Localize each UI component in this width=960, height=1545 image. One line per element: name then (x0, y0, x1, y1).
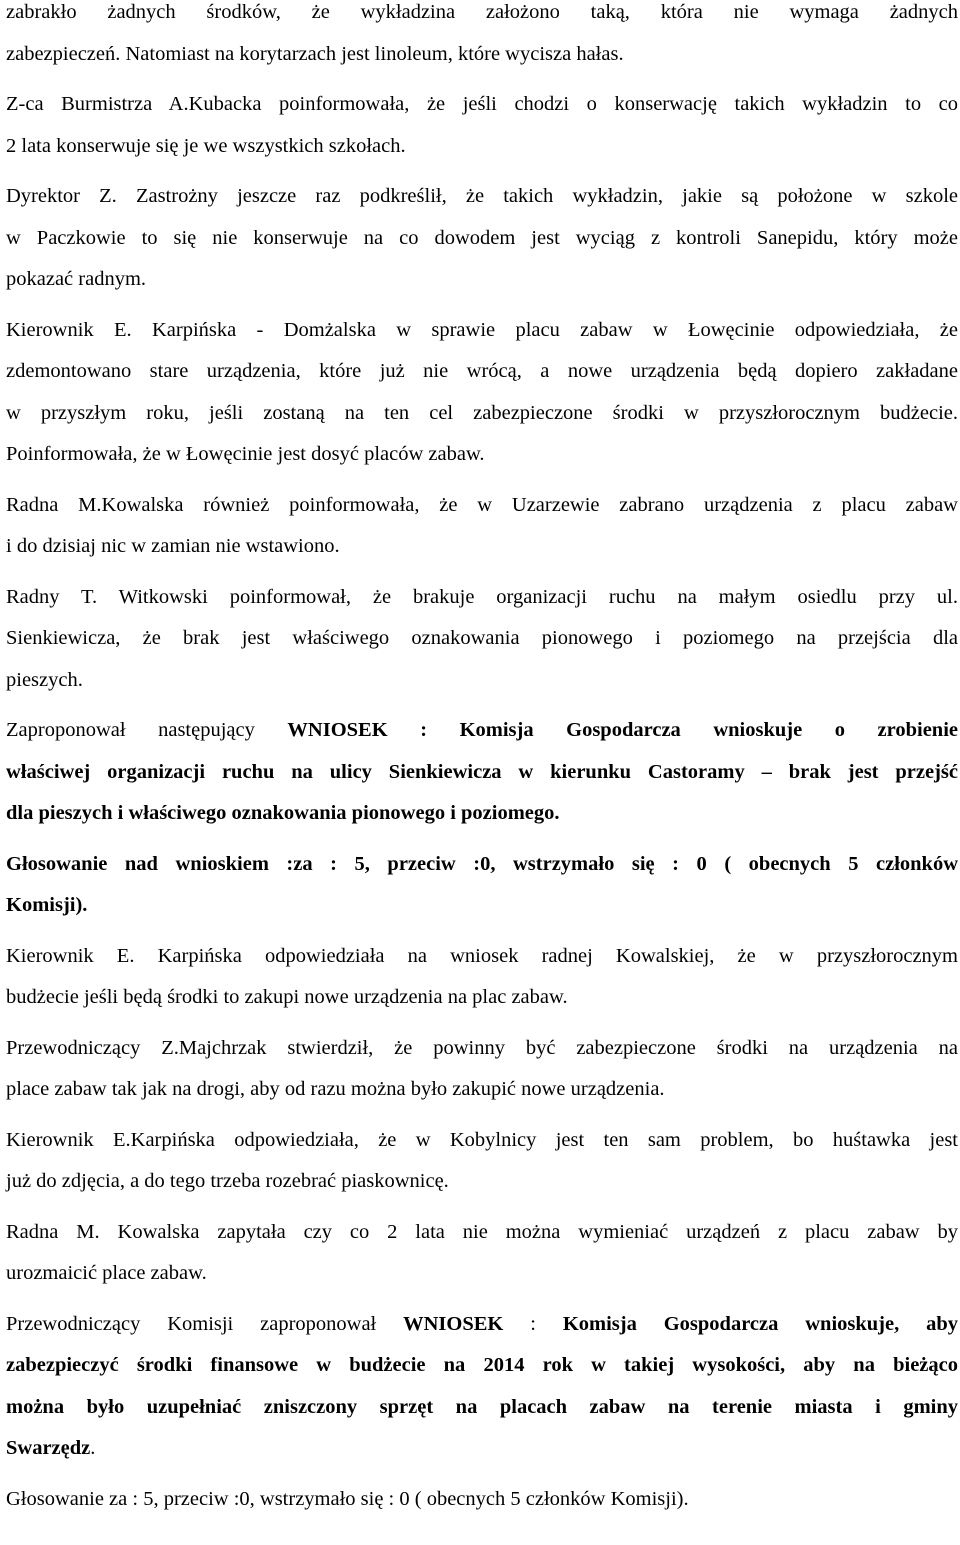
bold-text: dla pieszych i właściwego oznakowania pionowego i poziomego. (6, 802, 560, 824)
text-line (6, 1120, 958, 1162)
paragraph (6, 176, 958, 301)
text-run: Z-ca Burmistrza A.Kubacka poinformowała, że jeśli chodzi o konserwację takich wykładzin to co (6, 93, 958, 115)
paragraph (6, 84, 958, 167)
bold-text: można było uzupełniać zniszczony sprzęt na placach zabaw na terenie miasta i gminy (6, 1395, 958, 1418)
paragraph (6, 844, 958, 927)
text-run: Radna M. Kowalska zapytała czy co 2 lata nie można wymieniać urządzeń z placu zabaw by (6, 1220, 958, 1243)
text-line (6, 176, 958, 218)
text-run: i do dzisiaj nic w zamian nie wstawiono. (6, 535, 340, 557)
text-line (6, 0, 958, 34)
text-run: budżecie jeśli będą środki to zakupi nowe urządzenia na plac zabaw. (6, 986, 568, 1008)
text-line (6, 1428, 958, 1470)
text-line (6, 1387, 958, 1429)
text-line (6, 752, 958, 794)
text-run: Kierownik E.Karpińska odpowiedziała, że w Kobylnicy jest ten sam problem, bo huśtawka jest (6, 1128, 958, 1151)
text-line (6, 259, 958, 301)
text-run: w Paczkowie to się nie konserwuje na co dowodem jest wyciąg z kontroli Sanepidu, który może (6, 226, 958, 249)
bold-text: Komisja Gospodarcza wnioskuje, aby (562, 1312, 958, 1335)
text-run: Przewodniczący Z.Majchrzak stwierdził, że powinny być zabezpieczone środki na urządzenia na (6, 1036, 958, 1059)
text-line (6, 1212, 958, 1254)
paragraph (6, 1028, 958, 1111)
bold-text: zabezpieczyć środki finansowe w budżecie na 2014 rok w takiej wysokości, aby na bieżąco (6, 1354, 958, 1376)
text-line (6, 844, 958, 886)
text-line (6, 885, 958, 927)
bold-text: Komisji). (6, 894, 88, 916)
text-line (6, 660, 958, 702)
text-run: Zaproponował następujący (6, 719, 288, 741)
text-line (6, 434, 958, 476)
paragraph (6, 577, 958, 702)
text-run: . (90, 1437, 96, 1459)
text-line (6, 526, 958, 568)
text-line (6, 1253, 958, 1295)
text-line (6, 1345, 958, 1387)
text-run: : (503, 1312, 563, 1335)
text-line (6, 793, 958, 835)
paragraph (6, 936, 958, 1019)
text-run: Kierownik E. Karpińska odpowiedziała na wniosek radnej Kowalskiej, że w przyszłorocznym (6, 944, 958, 967)
text-line (6, 1304, 958, 1346)
text-run: już do zdjęcia, a do tego trzeba rozebrać piaskownicę. (6, 1170, 449, 1192)
paragraph (6, 485, 958, 568)
bold-text: Głosowanie nad wnioskiem :za : 5, przeciw :0, wstrzymało się : 0 ( obecnych 5 członków (6, 852, 958, 875)
text-line (6, 977, 958, 1019)
text-line (6, 218, 958, 260)
text-run: Radny T. Witkowski poinformował, że brakuje organizacji ruchu na małym osiedlu przy ul. (6, 585, 958, 608)
text-line (6, 1479, 958, 1521)
text-line (6, 310, 958, 352)
paragraph (6, 310, 958, 476)
text-run: zdemontowano stare urządzenia, które już nie wrócą, a nowe urządzenia będą dopiero zakładane (6, 360, 958, 382)
text-line (6, 577, 958, 619)
text-line (6, 710, 958, 752)
paragraph (6, 1212, 958, 1295)
text-line (6, 1069, 958, 1111)
text-line (6, 393, 958, 435)
text-run: w przyszłym roku, jeśli zostaną na ten cel zabezpieczone środki w przyszłorocznym budżecie. (6, 401, 958, 424)
text-run: place zabaw tak jak na drogi, aby od razu można było zakupić nowe urządzenia. (6, 1078, 665, 1100)
text-line (6, 485, 958, 527)
text-line (6, 34, 958, 76)
bold-text: Swarzędz (6, 1437, 91, 1459)
text-line (6, 126, 958, 168)
text-run: Poinformowała, że w Łowęcinie jest dosyć placów zabaw. (6, 443, 485, 465)
bold-text: właściwej organizacji ruchu na ulicy Sienkiewicza w kierunku Castoramy – brak jest przejść (6, 760, 958, 783)
text-run: Przewodniczący Komisji zaproponował (6, 1312, 404, 1335)
text-run: zabezpieczeń. Natomiast na korytarzach jest linoleum, które wycisza hałas. (6, 42, 624, 65)
text-run: pieszych. (6, 668, 83, 691)
text-run: Radna M.Kowalska również poinformowała, że w Uzarzewie zabrano urządzenia z placu zabaw (6, 493, 958, 516)
document-page (6, 0, 958, 1520)
text-run: Sienkiewicza, że brak jest właściwego oznakowania pionowego i poziomego na przejścia dla (6, 627, 958, 649)
text-run: Dyrektor Z. Zastrożny jeszcze raz podkreślił, że takich wykładzin, jakie są położone w szkole (6, 185, 958, 207)
paragraph (6, 710, 958, 835)
text-line (6, 351, 958, 393)
text-run: urozmaicić place zabaw. (6, 1262, 207, 1284)
paragraph (6, 1120, 958, 1203)
text-run: 2 lata konserwuje się je we wszystkich szkołach. (6, 134, 406, 157)
bold-text: WNIOSEK : Komisja Gospodarcza wnioskuje o zrobienie (287, 719, 958, 741)
text-run: zabrakło żadnych środków, że wykładzina założono taką, która nie wymaga żadnych (6, 1, 958, 23)
paragraph (6, 0, 958, 75)
text-line (6, 84, 958, 126)
text-line (6, 618, 958, 660)
text-line (6, 936, 958, 978)
text-line (6, 1028, 958, 1070)
text-line (6, 1161, 958, 1203)
text-run: pokazać radnym. (6, 268, 147, 290)
bold-text: WNIOSEK (403, 1312, 504, 1335)
paragraph (6, 1304, 958, 1470)
text-run: Kierownik E. Karpińska - Domżalska w sprawie placu zabaw w Łowęcinie odpowiedziała, że (6, 318, 958, 341)
text-run: Głosowanie za : 5, przeciw :0, wstrzymało się : 0 ( obecnych 5 członków Komisji). (6, 1487, 689, 1510)
paragraph (6, 1479, 958, 1521)
